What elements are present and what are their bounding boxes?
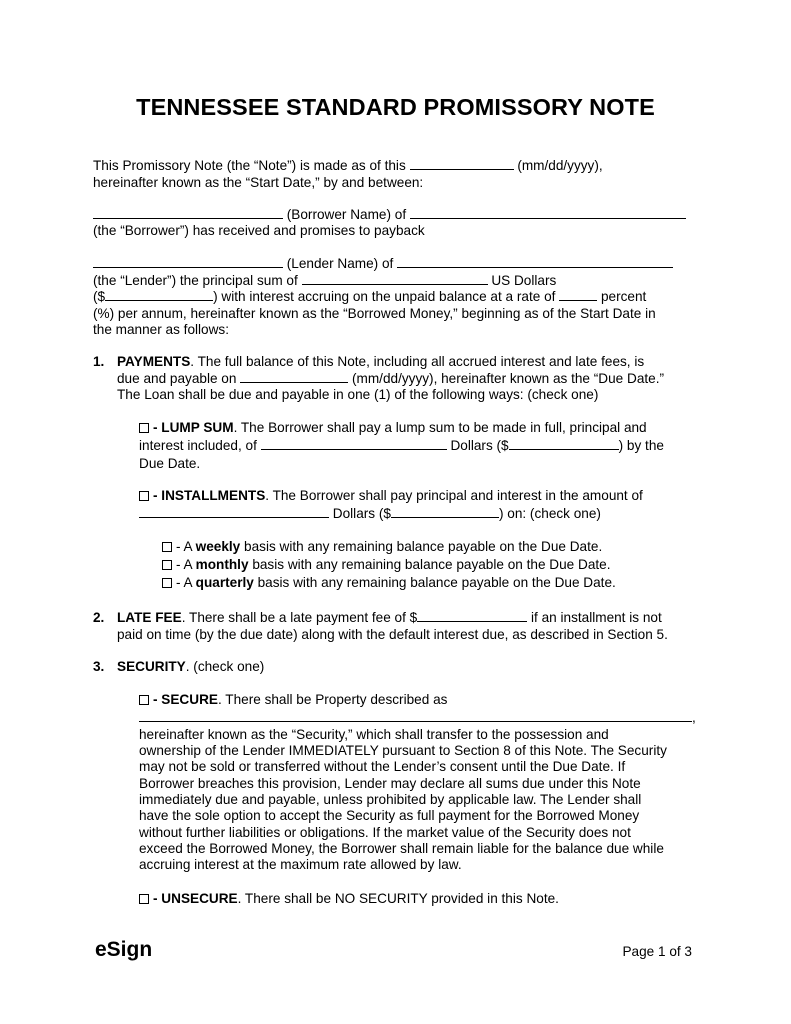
option-weekly: [162, 538, 602, 555]
section-1-number: 1.: [93, 354, 105, 369]
lender-desc-text: (the “Lender”) the principal sum of: [93, 273, 298, 288]
secure-line-1: [139, 691, 447, 708]
section-3-number: 3.: [93, 659, 105, 674]
start-date-field[interactable]: [410, 157, 514, 170]
quarterly-label: quarterly: [195, 575, 254, 590]
secure-body-1: hereinafter known as the “Security,” which shall transfer to the possession and: [139, 727, 609, 742]
due-date-text: (mm/dd/yyyy), hereinafter known as the “Due Date.”: [352, 371, 665, 386]
lump-sum-words-field[interactable]: [261, 437, 447, 450]
lump-sum-text: . The Borrower shall pay a lump sum to be made in full, principal and: [233, 420, 647, 435]
installment-dollars-label: Dollars ($: [332, 506, 391, 521]
principal-words-field[interactable]: [302, 272, 488, 285]
interest-rate-field[interactable]: [559, 288, 597, 301]
section-1-line-3: The Loan shall be due and payable in one (1) of the following ways: (check one): [117, 387, 599, 402]
section-1-line-1: [117, 353, 644, 370]
esign-logo: eSign: [95, 938, 153, 961]
section-2-heading: LATE FEE: [117, 610, 182, 625]
percent-label: percent: [600, 289, 647, 304]
per-annum-line: (%) per annum, hereinafter known as the “Borrowed Money,” beginning as of the Start Date in: [93, 306, 656, 321]
page-number: Page 1 of 3: [622, 944, 692, 959]
secure-body-8: exceed the Borrowed Money, the Borrower shall remain liable for the balance due while: [139, 841, 664, 856]
secure-body-7: without further liabilities or obligations. If the market value of the Security does not: [139, 825, 631, 840]
lump-sum-line-3: Due Date.: [139, 456, 201, 471]
section-1-heading: PAYMENTS: [117, 354, 191, 369]
section-2-line-2: paid on time (by the due date) along with the default interest due, as described in Section 5.: [117, 627, 668, 642]
installments-text: . The Borrower shall pay principal and interest in the amount of: [265, 488, 643, 503]
secure-text: . There shall be Property described as: [217, 692, 448, 707]
section-2-line-1: [117, 609, 662, 626]
lump-sum-checkbox[interactable]: [139, 423, 149, 433]
option-suffix: basis with any remaining balance payable on the Due Date.: [252, 557, 611, 572]
option-prefix: - A: [176, 539, 192, 554]
installment-on-label: ) on: (check one): [498, 506, 601, 521]
weekly-checkbox[interactable]: [162, 542, 172, 552]
option-monthly: [162, 556, 611, 573]
lender-desc: [93, 272, 556, 289]
section-3-line-1: [117, 658, 264, 675]
lump-sum-line-2: [139, 437, 664, 454]
borrower-line: [93, 206, 686, 223]
option-prefix: - A: [176, 575, 192, 590]
section-1-line-2: [117, 370, 664, 387]
option-suffix: basis with any remaining balance payable on the Due Date.: [244, 539, 603, 554]
installment-amount-field[interactable]: [391, 505, 499, 518]
monthly-label: monthly: [195, 557, 249, 572]
option-suffix: basis with any remaining balance payable on the Due Date.: [257, 575, 616, 590]
section-2-number: 2.: [93, 610, 105, 625]
comma: ,: [692, 710, 696, 725]
us-dollars-label: US Dollars: [491, 273, 557, 288]
lump-sum-line-1: [139, 419, 647, 436]
secure-body-2: ownership of the Lender IMMEDIATELY pursuant to Section 8 of this Note. The Security: [139, 743, 667, 758]
intro-date-format: (mm/dd/yyyy),: [517, 158, 603, 173]
lender-name-field[interactable]: [93, 255, 283, 268]
monthly-checkbox[interactable]: [162, 560, 172, 570]
unsecure-text: . There shall be NO SECURITY provided in this Note.: [237, 891, 559, 906]
intro-line-1: [93, 157, 603, 174]
lump-sum-by-label: ) by the: [618, 438, 664, 453]
installments-heading: - INSTALLMENTS: [153, 488, 266, 503]
manner-line: the manner as follows:: [93, 322, 230, 337]
document-title: TENNESSEE STANDARD PROMISSORY NOTE: [136, 94, 655, 120]
option-prefix: - A: [176, 557, 192, 572]
late-fee-text-2: if an installment is not: [531, 610, 662, 625]
installments-checkbox[interactable]: [139, 491, 149, 501]
quarterly-checkbox[interactable]: [162, 578, 172, 588]
unsecure-checkbox[interactable]: [139, 894, 149, 904]
lender-address-field[interactable]: [397, 255, 673, 268]
unsecure-heading: - UNSECURE: [153, 891, 238, 906]
installments-line-2: [139, 505, 601, 522]
secure-body-3: may not be sold or transferred without the Lender’s consent until the Due Date. If: [139, 759, 626, 774]
lump-sum-amount-field[interactable]: [509, 437, 619, 450]
unsecure-line: [139, 890, 559, 907]
section-3-heading: SECURITY: [117, 659, 186, 674]
secure-body-6: have the sole option to accept the Security as full payment for the Borrowed Money: [139, 808, 640, 823]
option-quarterly: [162, 574, 616, 591]
installment-words-field[interactable]: [139, 505, 329, 518]
intro-line-2: hereinafter known as the “Start Date,” by and between:: [93, 175, 424, 190]
security-description-field[interactable]: [139, 709, 692, 722]
secure-body-5: immediately due and payable, unless prohibited by applicable law. The Lender shall: [139, 792, 642, 807]
due-text: due and payable on: [117, 371, 237, 386]
borrower-name-field[interactable]: [93, 206, 283, 219]
intro-text: This Promissory Note (the “Note”) is made as of this: [93, 158, 406, 173]
weekly-label: weekly: [195, 539, 241, 554]
borrower-desc: (the “Borrower”) has received and promises to payback: [93, 223, 425, 238]
lender-line: [93, 255, 673, 272]
principal-amount-field[interactable]: [105, 288, 213, 301]
secure-checkbox[interactable]: [139, 695, 149, 705]
lender-name-label: (Lender Name) of: [286, 256, 394, 271]
lump-sum-text-2: interest included, of: [139, 438, 257, 453]
late-fee-text: . There shall be a late payment fee of $: [181, 610, 418, 625]
secure-body-9: accruing interest at the maximum rate allowed by law.: [139, 857, 462, 872]
secure-heading: - SECURE: [153, 692, 218, 707]
interest-line: [93, 288, 646, 305]
lump-sum-heading: - LUMP SUM: [153, 420, 234, 435]
borrower-address-field[interactable]: [410, 206, 686, 219]
borrower-name-label: (Borrower Name) of: [286, 207, 407, 222]
dollar-open: ($: [93, 289, 106, 304]
lump-sum-dollars-label: Dollars ($: [450, 438, 509, 453]
late-fee-amount-field[interactable]: [417, 609, 527, 622]
installments-line-1: [139, 487, 643, 504]
secure-body-4: Borrower breaches this provision, Lender may declare all sums due under this Note: [139, 776, 641, 791]
security-check-text: . (check one): [185, 659, 265, 674]
interest-text: ) with interest accruing on the unpaid balance at a rate of: [213, 289, 556, 304]
section-1-text: . The full balance of this Note, including all accrued interest and late fees, is: [190, 354, 645, 369]
security-description-line: [139, 709, 696, 726]
due-date-field[interactable]: [240, 370, 348, 383]
